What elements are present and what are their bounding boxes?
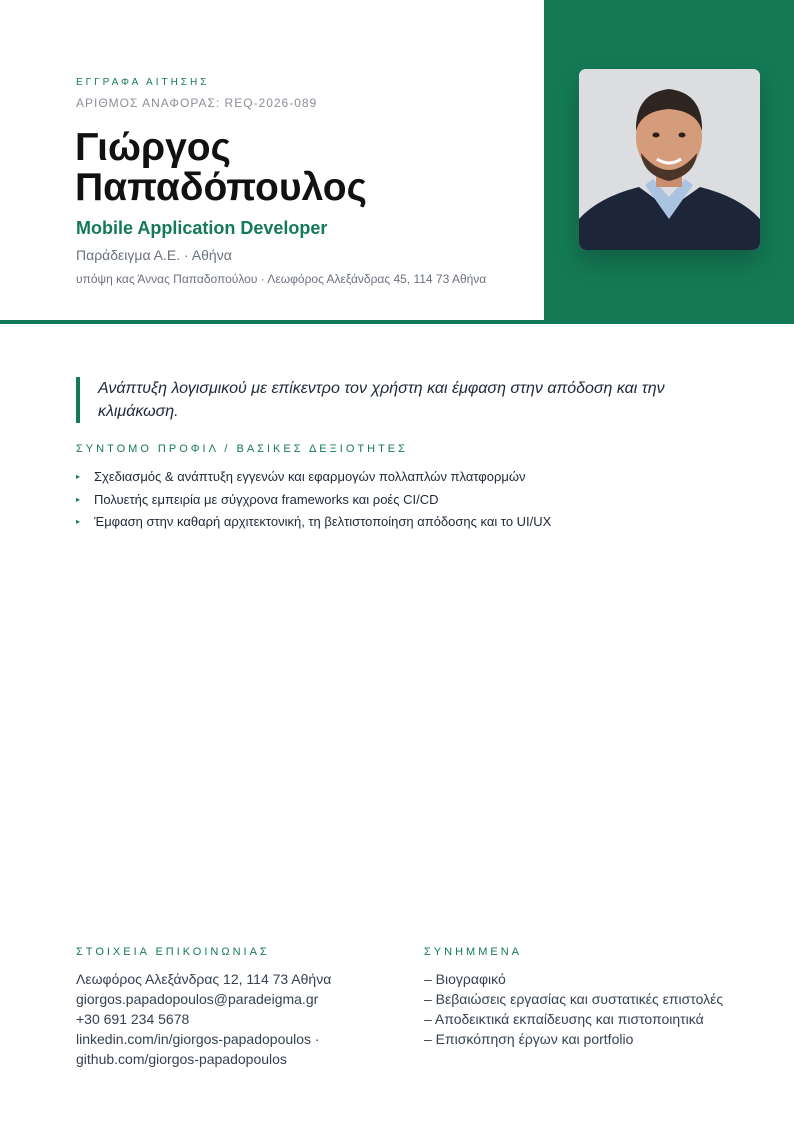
last-name: Παπαδόπουλος	[75, 166, 367, 209]
bullet-icon: ▸	[76, 472, 81, 481]
attention-line: υπόψη κας Άννας Παπαδοπούλου · Λεωφόρος Αλεξάνδρας 45, 114 73 Αθήνα	[76, 272, 487, 286]
list-item: – Επισκόπηση έργων και portfolio	[424, 1031, 634, 1047]
applicant-name	[75, 128, 535, 208]
tagline-quote: Ανάπτυξη λογισμικού με επίκεντρο τον χρήστη και έμφαση στην απόδοση και την κλιμάκωση.	[76, 377, 718, 423]
contact-section-title: ΣΤΟΙΧΕΙΑ ΕΠΙΚΟΙΝΩΝΙΑΣ	[76, 946, 270, 958]
company-location: Παράδειγμα Α.Ε. · Αθήνα	[76, 247, 232, 263]
contact-email[interactable]: giorgos.papadopoulos@paradeigma.gr	[76, 991, 319, 1007]
list-item: ▸ Σχεδιασμός & ανάπτυξη εγγενών και εφαρμογών πολλαπλών πλατφορμών	[76, 466, 716, 489]
contact-address: Λεωφόρος Αλεξάνδρας 12, 114 73 Αθήνα	[76, 971, 332, 987]
first-name: Γιώργος	[75, 126, 231, 169]
list-item: – Αποδεικτικά εκπαίδευσης και πιστοποιητικά	[424, 1011, 704, 1027]
bullet-icon: ▸	[76, 517, 81, 526]
contact-linkedin[interactable]: linkedin.com/in/giorgos-papadopoulos ·	[76, 1031, 320, 1047]
contact-github[interactable]: github.com/giorgos-papadopoulos	[76, 1051, 287, 1067]
job-title: Mobile Application Developer	[76, 218, 328, 238]
header-divider	[0, 320, 794, 324]
list-item: ▸ Έμφαση στην καθαρή αρχιτεκτονική, τη βελτιστοποίηση απόδοσης και το UI/UX	[76, 511, 716, 534]
portrait-image	[579, 69, 760, 250]
bullet-icon: ▸	[76, 494, 81, 504]
reference-number: ΑΡΙΘΜΟΣ ΑΝΑΦΟΡΑΣ: REQ-2026-089	[76, 96, 318, 110]
document-type-label: ΕΓΓΡΑΦΑ ΑΙΤΗΣΗΣ	[76, 77, 210, 88]
profile-photo	[579, 69, 760, 250]
list-item: – Βιογραφικό	[424, 971, 506, 987]
contact-phone[interactable]: +30 691 234 5678	[76, 1011, 190, 1027]
attachments-section-title: ΣΥΝΗΜΜΕΝΑ	[424, 946, 522, 958]
list-item: ▸ Πολυετής εμπειρία με σύγχρονα frameworks και ροές CI/CD	[76, 489, 716, 512]
attachments-list	[424, 969, 754, 1049]
profile-section-title: ΣΥΝΤΟΜΟ ΠΡΟΦΙΛ / ΒΑΣΙΚΕΣ ΔΕΞΙΟΤΗΤΕΣ	[76, 443, 408, 455]
list-item: – Βεβαιώσεις εργασίας και συστατικές επιστολές	[424, 991, 724, 1007]
skills-list	[76, 466, 716, 534]
contact-details	[76, 969, 396, 1069]
